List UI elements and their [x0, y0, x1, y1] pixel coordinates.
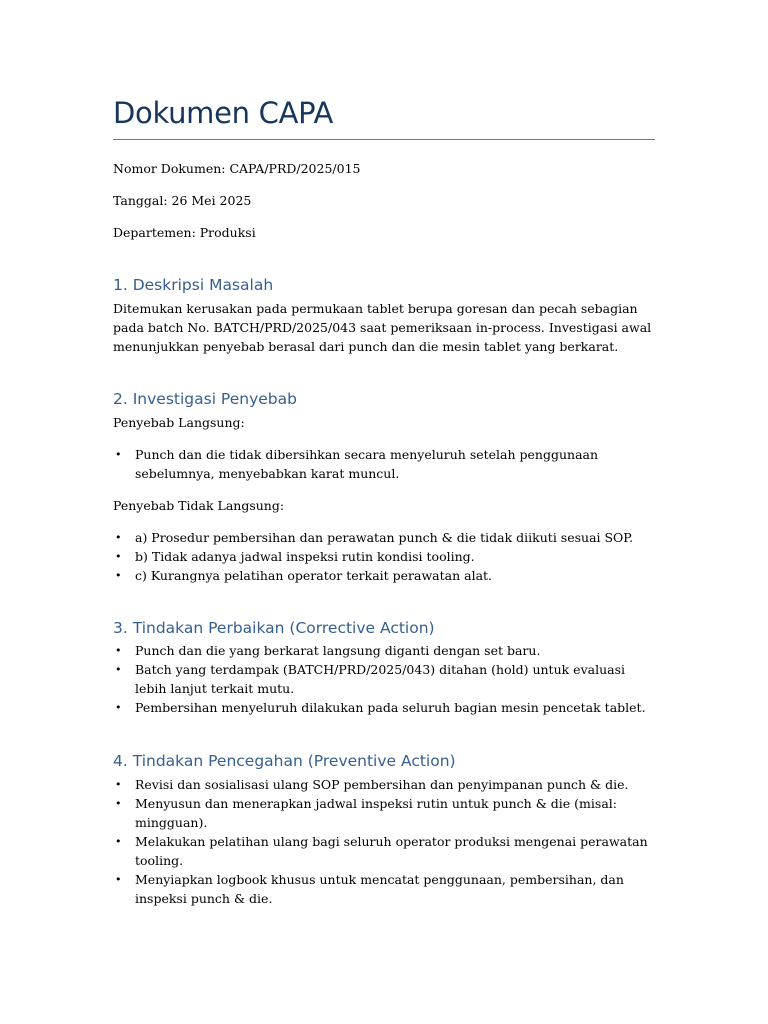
bullet-icon: •: [115, 797, 122, 810]
direct-cause-list: [113, 445, 655, 483]
title-underline: [113, 139, 655, 140]
list-item: [113, 566, 655, 585]
list-item-text: c) Kurangnya pelatihan operator terkait perawatan alat.: [135, 568, 493, 583]
bullet-icon: •: [115, 663, 122, 676]
bullet-icon: •: [115, 550, 122, 563]
list-item-text: Pembersihan menyeluruh dilakukan pada seluruh bagian mesin pencetak tablet.: [135, 700, 646, 715]
list-item-text: Menyusun dan menerapkan jadwal inspeksi rutin untuk punch & die (misal: mingguan).: [135, 796, 617, 830]
bullet-icon: •: [115, 569, 122, 582]
list-item-text: Punch dan die yang berkarat langsung diganti dengan set baru.: [135, 643, 541, 658]
list-item-text: a) Prosedur pembersihan dan perawatan punch & die tidak diikuti sesuai SOP.: [135, 530, 634, 545]
list-item-text: Melakukan pelatihan ulang bagi seluruh operator produksi mengenai perawatan tooling.: [135, 834, 648, 868]
bullet-icon: •: [115, 644, 122, 657]
list-item-text: b) Tidak adanya jadwal inspeksi rutin kondisi tooling.: [135, 549, 475, 564]
direct-cause-label: Penyebab Langsung:: [113, 415, 245, 430]
bullet-icon: •: [115, 448, 122, 461]
list-item: [113, 870, 655, 908]
list-item: [113, 528, 655, 547]
indirect-cause-list: [113, 528, 655, 585]
document-department: Departemen: Produksi: [113, 225, 256, 240]
list-item: [113, 445, 655, 483]
bullet-icon: •: [115, 835, 122, 848]
document-date: Tanggal: 26 Mei 2025: [113, 193, 252, 208]
list-item: [113, 641, 655, 660]
list-item: [113, 775, 655, 794]
list-item: [113, 794, 655, 832]
list-item: [113, 547, 655, 566]
section-heading-corrective: 3. Tindakan Perbaikan (Corrective Action): [113, 619, 435, 637]
bullet-icon: •: [115, 873, 122, 886]
bullet-icon: •: [115, 778, 122, 791]
corrective-action-list: [113, 641, 655, 717]
list-item: [113, 660, 655, 698]
bullet-icon: •: [115, 701, 122, 714]
problem-description: Ditemukan kerusakan pada permukaan tablet berupa goresan dan pecah sebagian pada batch No. BATCH/PRD/2025/043 saat pemeriksaan in-process. Investigasi awal menunjukkan penyebab berasal dari punch dan die mesin tablet yang berkarat.: [113, 301, 652, 354]
list-item-text: Menyiapkan logbook khusus untuk mencatat penggunaan, pembersihan, dan inspeksi punch & die.: [135, 872, 624, 906]
indirect-cause-label: Penyebab Tidak Langsung:: [113, 498, 285, 513]
document-title: Dokumen CAPA: [113, 96, 334, 130]
list-item-text: Batch yang terdampak (BATCH/PRD/2025/043) ditahan (hold) untuk evaluasi lebih lanjut terkait mutu.: [135, 662, 625, 696]
section-heading-problem: 1. Deskripsi Masalah: [113, 276, 274, 294]
bullet-icon: •: [115, 531, 122, 544]
preventive-action-list: [113, 775, 655, 908]
list-item-text: Punch dan die tidak dibersihkan secara menyeluruh setelah penggunaan sebelumnya, menyebabkan karat muncul.: [135, 447, 599, 481]
document-number: Nomor Dokumen: CAPA/PRD/2025/015: [113, 161, 361, 176]
list-item: [113, 698, 655, 717]
section-heading-preventive: 4. Tindakan Pencegahan (Preventive Action): [113, 752, 456, 770]
list-item-text: Revisi dan sosialisasi ulang SOP pembersihan dan penyimpanan punch & die.: [135, 777, 629, 792]
section-heading-investigation: 2. Investigasi Penyebab: [113, 390, 297, 408]
list-item: [113, 832, 655, 870]
